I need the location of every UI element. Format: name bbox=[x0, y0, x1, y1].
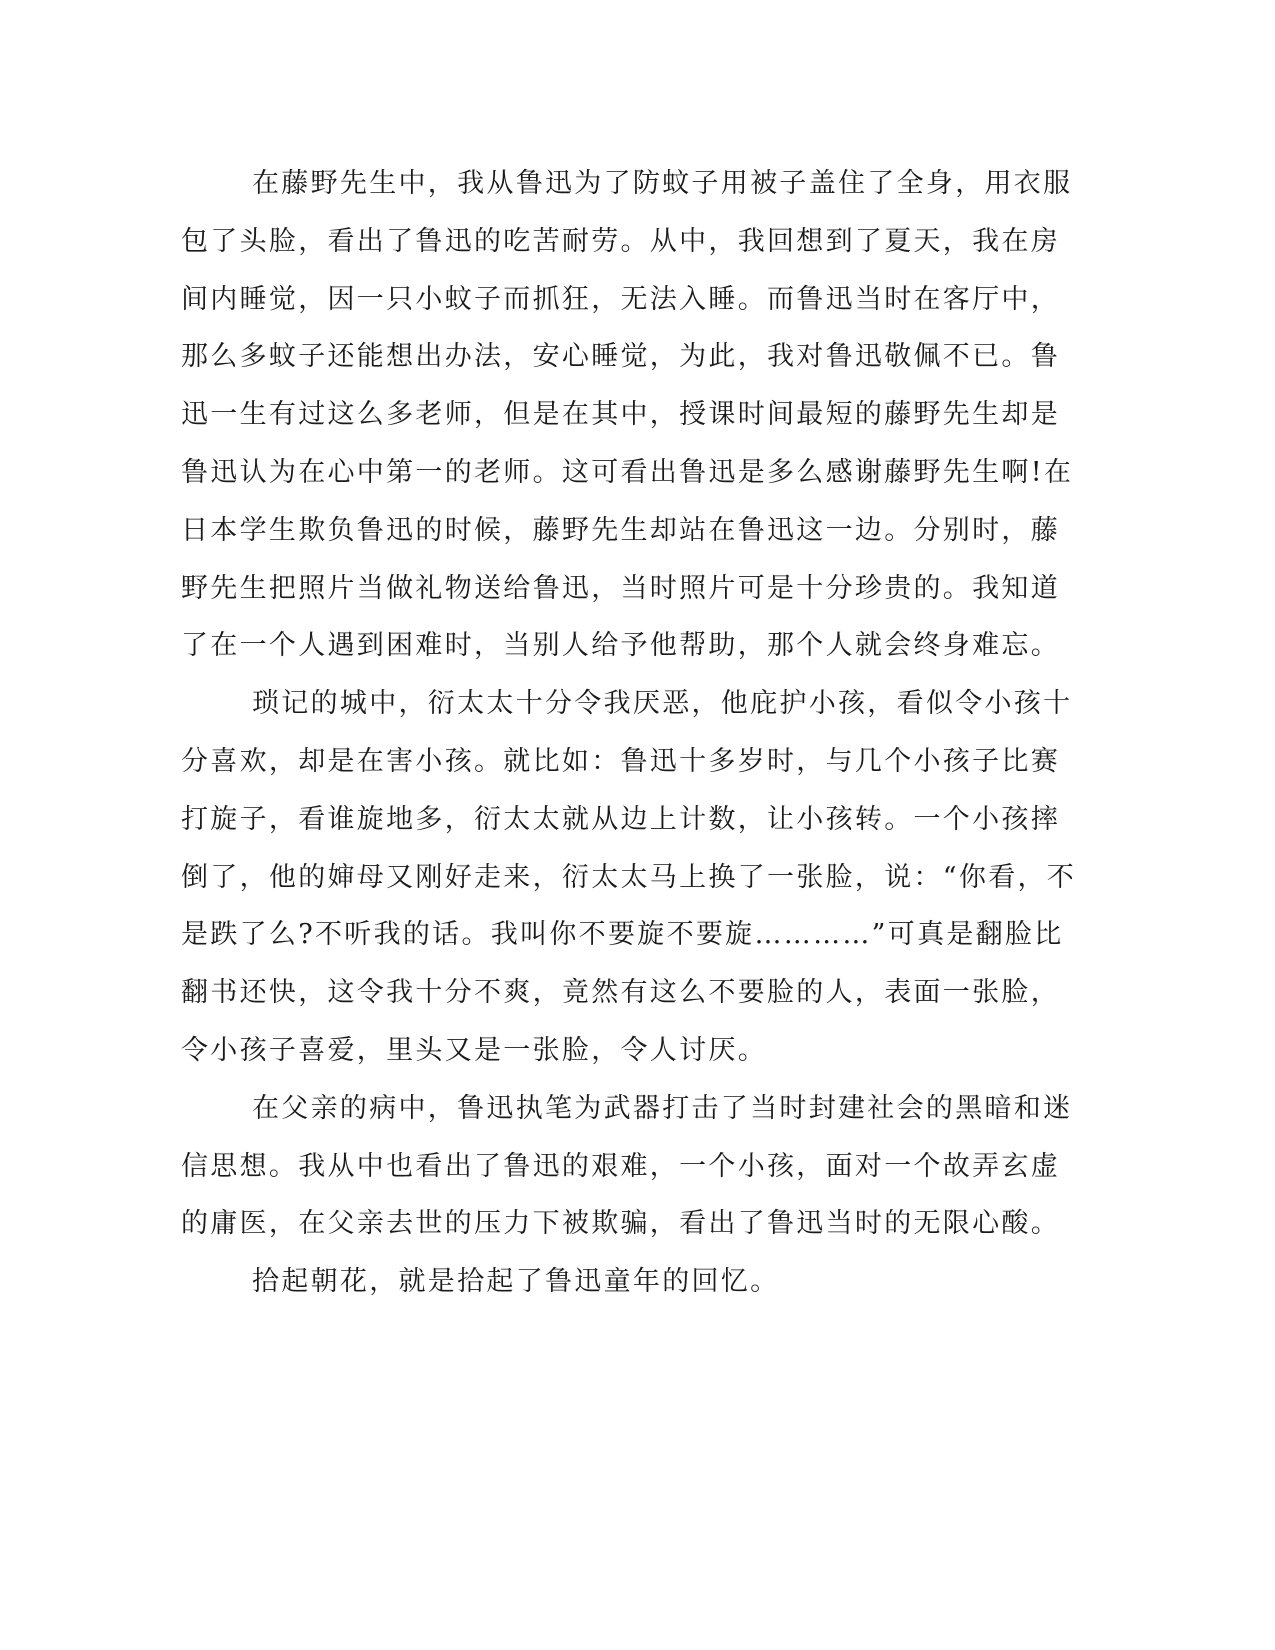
paragraph-line: 那么多蚊子还能想出办法，安心睡觉，为此，我对鲁迅敬佩不已。鲁 bbox=[181, 341, 1060, 373]
paragraph-line: 包了头脸，看出了鲁迅的吃苦耐劳。从中，我回想到了夏天，我在房 bbox=[181, 225, 1060, 257]
paragraph-line: 打旋子，看谁旋地多，衍太太就从边上计数，让小孩转。一个小孩摔 bbox=[181, 803, 1060, 835]
paragraph-line: 在藤野先生中，我从鲁迅为了防蚊子用被子盖住了全身，用衣服 bbox=[252, 168, 1073, 199]
paragraph-line: 迅一生有过这么多老师，但是在其中，授课时间最短的藤野先生却是 bbox=[181, 399, 1060, 431]
paragraph-line: 翻书还快，这令我十分不爽，竟然有这么不要脸的人，表面一张脸， bbox=[181, 977, 1060, 1009]
paragraph-line: 倒了，他的婶母又刚好走来，衍太太马上换了一张脸，说：“你看，不 bbox=[181, 861, 1077, 893]
paragraph-line: 在父亲的病中，鲁迅执笔为武器打击了当时封建社会的黑暗和迷 bbox=[252, 1092, 1073, 1124]
paragraph-1 bbox=[181, 155, 1074, 675]
paragraph-line: 的庸医，在父亲去世的压力下被欺骗，看出了鲁迅当时的无限心酸。 bbox=[181, 1208, 1060, 1240]
paragraph-line: 野先生把照片当做礼物送给鲁迅，当时照片可是十分珍贵的。我知道 bbox=[181, 572, 1060, 604]
paragraph-line: 日本学生欺负鲁迅的时候，藤野先生却站在鲁迅这一边。分别时，藤 bbox=[181, 514, 1060, 546]
paragraph-line: 拾起朝花，就是拾起了鲁迅童年的回忆。 bbox=[252, 1266, 780, 1298]
paragraph-line: 琐记的城中，衍太太十分令我厌恶，他庇护小孩，看似令小孩十 bbox=[252, 688, 1073, 720]
paragraph-line: 是跌了么?不听我的话。我叫你不要旋不要旋…………”可真是翻脸比 bbox=[181, 919, 1064, 951]
paragraph-3 bbox=[181, 1080, 1073, 1253]
paragraph-line: 信思想。我从中也看出了鲁迅的艰难，一个小孩，面对一个故弄玄虚 bbox=[181, 1150, 1060, 1182]
paragraph-line: 令小孩子喜爱，里头又是一张脸，令人讨厌。 bbox=[181, 1034, 767, 1066]
paragraph-line: 分喜欢，却是在害小孩。就比如：鲁迅十多岁时，与几个小孩子比赛 bbox=[181, 745, 1060, 777]
essay-body bbox=[181, 155, 1077, 1311]
paragraph-line: 鲁迅认为在心中第一的老师。这可看出鲁迅是多么感谢藤野先生啊!在 bbox=[181, 456, 1074, 488]
paragraph-line: 了在一个人遇到困难时，当别人给予他帮助，那个人就会终身难忘。 bbox=[181, 630, 1060, 662]
paragraph-2 bbox=[181, 675, 1077, 1080]
paragraph-4 bbox=[181, 1253, 1031, 1311]
paragraph-line: 间内睡觉，因一只小蚊子而抓狂，无法入睡。而鲁迅当时在客厅中， bbox=[181, 283, 1060, 315]
